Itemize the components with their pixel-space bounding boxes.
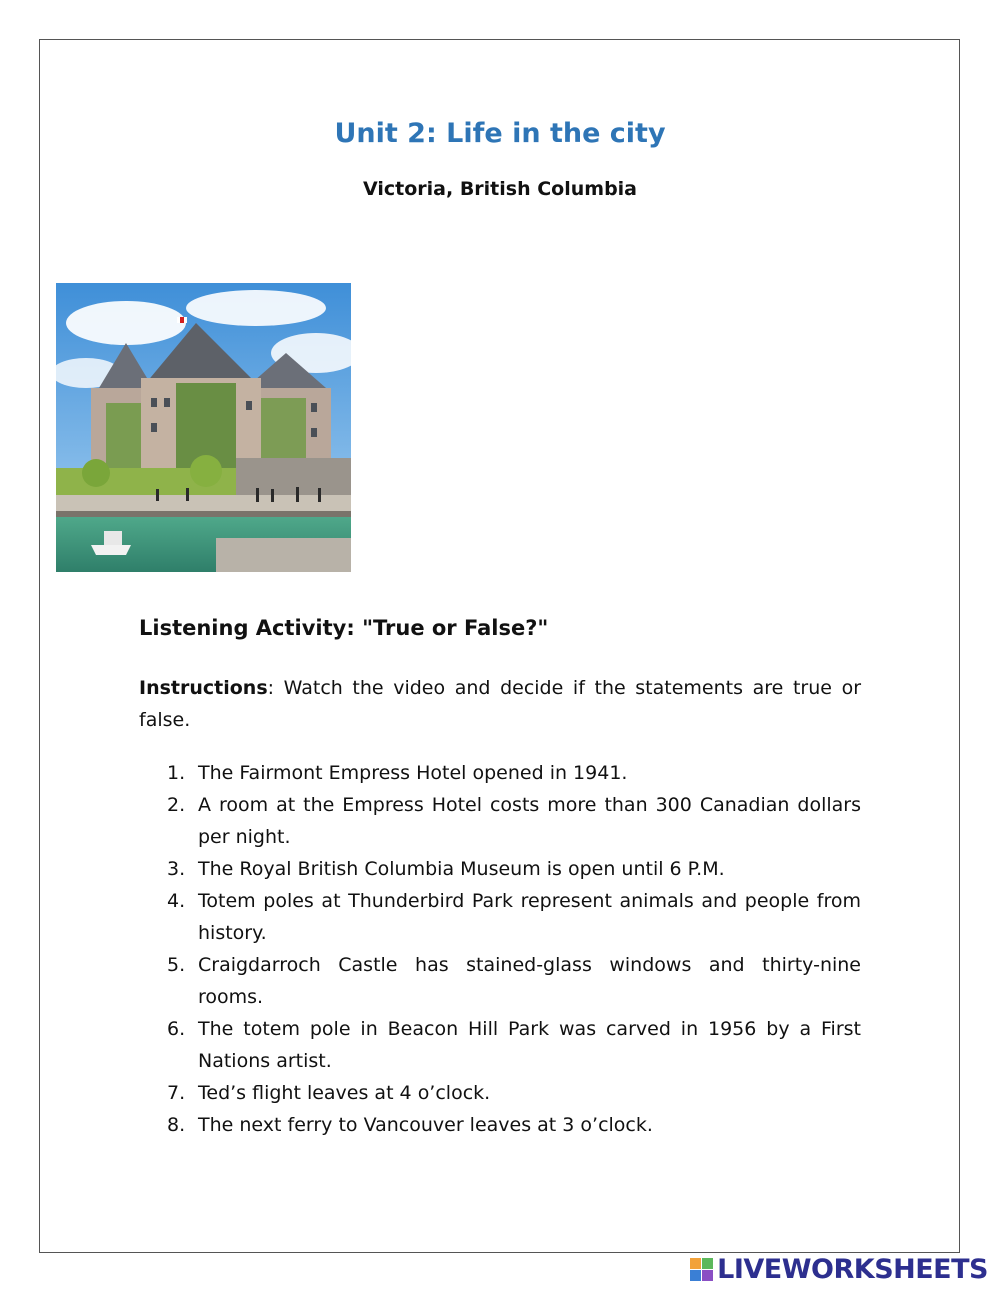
statement-number: 2. [167,794,186,816]
statement-list [167,757,861,1141]
statement-text: The next ferry to Vancouver leaves at 3 o’clock. [198,1114,653,1136]
liveworksheets-mark-icon [690,1258,713,1281]
statement-item [167,789,861,853]
statement-text: Ted’s flight leaves at 4 o’clock. [198,1082,491,1104]
instructions [139,672,861,736]
statement-text: The totem pole in Beacon Hill Park was carved in 1956 by a First Nations artist. [198,1018,861,1072]
page-subtitle: Victoria, British Columbia [363,178,637,200]
instructions-text: : Watch the video and decide if the statements are true or false. [139,677,861,731]
statement-text: Craigdarroch Castle has stained-glass windows and thirty-nine rooms. [198,954,861,1008]
statement-number: 6. [167,1018,186,1040]
statement-number: 3. [167,858,186,880]
liveworksheets-logo[interactable] [690,1254,988,1284]
statement-number: 8. [167,1114,186,1136]
statement-text: Totem poles at Thunderbird Park represent animals and people from history. [198,890,861,944]
statement-text: The Royal British Columbia Museum is open until 6 P.M. [198,858,725,880]
statement-text: The Fairmont Empress Hotel opened in 1941. [198,762,628,784]
statement-text: A room at the Empress Hotel costs more than 300 Canadian dollars per night. [198,794,861,848]
victoria-harbour-photo [56,283,351,572]
statement-number: 4. [167,890,186,912]
page-title: Unit 2: Life in the city [334,118,666,149]
activity-heading: Listening Activity: "True or False?" [139,616,549,640]
statement-item [167,1013,861,1077]
statement-item [167,757,861,789]
statement-item [167,949,861,1013]
instructions-label: Instructions [139,677,268,699]
statement-item [167,1109,861,1141]
statement-item [167,1077,861,1109]
statement-number: 7. [167,1082,186,1104]
statement-number: 5. [167,954,186,976]
statement-item [167,885,861,949]
statement-number: 1. [167,762,186,784]
statement-item [167,853,861,885]
liveworksheets-wordmark: LIVEWORKSHEETS [717,1253,988,1285]
